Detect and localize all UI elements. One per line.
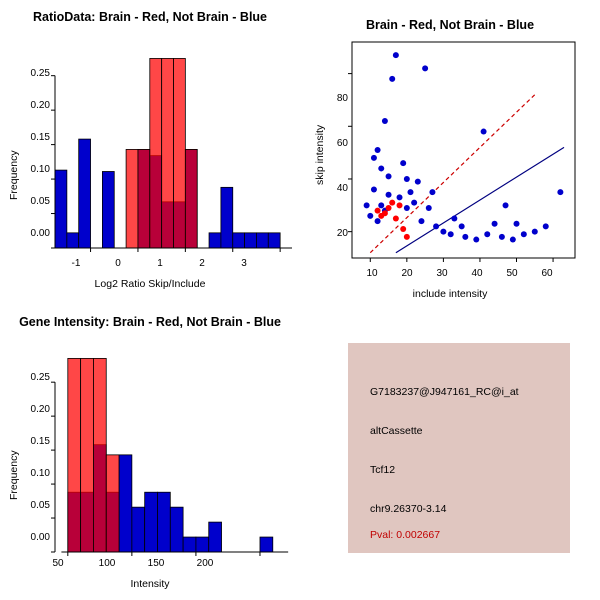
scatter-xlabel: include intensity <box>412 288 488 300</box>
scatter-ytick-0: 20 <box>336 228 348 239</box>
hist-intensity-xtick-0: 50 <box>52 558 64 569</box>
hist-ratio-xtick-4: 3 <box>241 258 247 269</box>
scatter-xtick-5: 60 <box>541 268 553 279</box>
scatter-ytick-1: 40 <box>336 183 348 194</box>
info-pval: Pval: 0.002667 <box>370 529 441 541</box>
hist-intensity-ytick-0: 0.00 <box>30 532 50 543</box>
hist-ratio-ytick-1: 0.05 <box>30 196 50 207</box>
hist-ratio-xtick-1: 0 <box>115 258 121 269</box>
scatter-xtick-3: 40 <box>471 268 483 279</box>
scatter-xtick-2: 30 <box>436 268 448 279</box>
hist-intensity-ytick-4: 0.20 <box>30 404 50 415</box>
scatter-ytick-3: 80 <box>336 93 348 104</box>
info-event-type: altCassette <box>370 425 423 437</box>
hist-intensity-xtick-1: 100 <box>98 558 116 569</box>
scatter-title: Brain - Red, Not Brain - Blue <box>365 18 535 32</box>
scatter-xtick-0: 10 <box>366 268 378 279</box>
info-locus: chr9.26370-3.14 <box>370 503 447 515</box>
hist-ratio-ytick-2: 0.10 <box>30 164 50 175</box>
hist-ratio-ytick-4: 0.20 <box>30 100 50 111</box>
hist-ratio-title: RatioData: Brain - Red, Not Brain - Blue <box>32 10 268 24</box>
hist-ratio-xtick-0: -1 <box>71 258 81 269</box>
hist-ratio-ytick-3: 0.15 <box>30 132 50 143</box>
hist-ratio-xtick-3: 2 <box>199 258 205 269</box>
scatter-ytick-2: 60 <box>336 138 348 149</box>
info-box <box>348 343 570 553</box>
panel-scatter <box>300 0 600 300</box>
hist-ratio-ylabel: Frequency <box>8 150 20 200</box>
hist-ratio-plot <box>0 0 300 300</box>
panel-hist-ratio <box>0 0 300 300</box>
hist-intensity-xlabel: Intensity <box>130 578 170 590</box>
hist-intensity-ytick-3: 0.15 <box>30 436 50 447</box>
hist-intensity-title: Gene Intensity: Brain - Red, Not Brain - Blue <box>19 315 281 329</box>
hist-ratio-xtick-2: 1 <box>157 258 163 269</box>
hist-ratio-ytick-5: 0.25 <box>30 68 50 79</box>
hist-intensity-plot <box>0 300 300 600</box>
hist-intensity-ytick-1: 0.05 <box>30 500 50 511</box>
hist-intensity-xtick-3: 200 <box>196 558 214 569</box>
hist-ratio-xlabel: Log2 Ratio Skip/Include <box>94 278 206 290</box>
scatter-plot <box>300 0 600 300</box>
scatter-xtick-4: 50 <box>506 268 518 279</box>
info-probe-id: G7183237@J947161_RC@i_at <box>370 386 519 398</box>
hist-intensity-ytick-5: 0.25 <box>30 372 50 383</box>
info-gene: Tcf12 <box>370 464 396 476</box>
hist-intensity-xtick-2: 150 <box>147 558 165 569</box>
scatter-ylabel: skip intensity <box>314 124 326 185</box>
hist-intensity-ylabel: Frequency <box>8 450 20 500</box>
hist-intensity-ytick-2: 0.10 <box>30 468 50 479</box>
scatter-xtick-1: 20 <box>401 268 413 279</box>
hist-ratio-ytick-0: 0.00 <box>30 228 50 239</box>
panel-hist-intensity <box>0 300 300 600</box>
